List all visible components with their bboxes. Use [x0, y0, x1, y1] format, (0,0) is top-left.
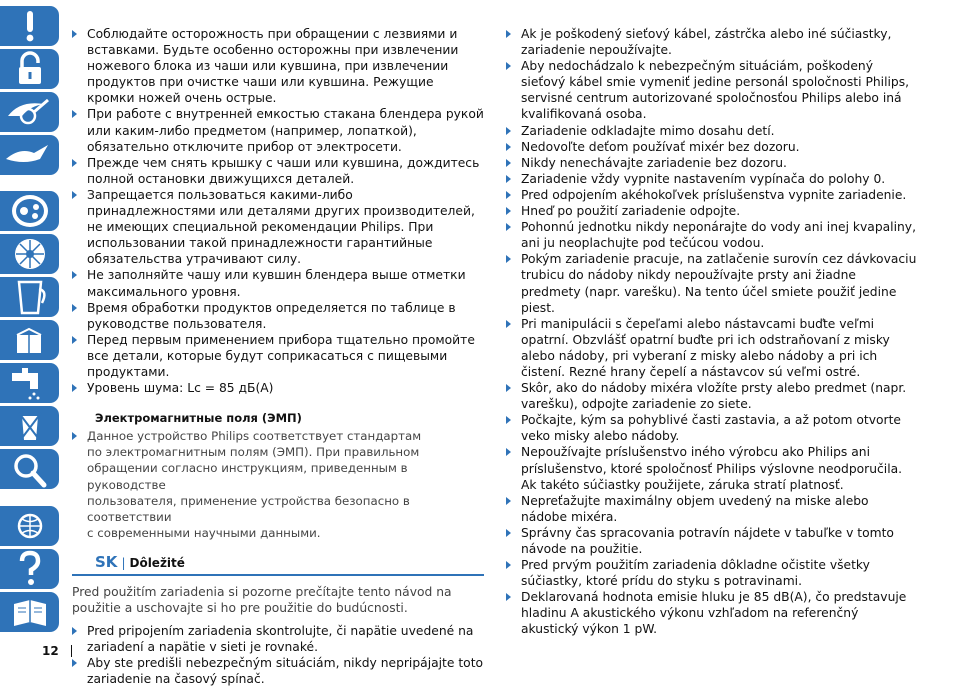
list-item: Pred prvým použitím zariadenia dôkladne očistite všetky súčiastky, ktoré prídu do styku s potravinami.: [506, 557, 918, 589]
list-item: Ak je poškodený sieťový kábel, zástrčka alebo iné súčiastky, zariadenie nepoužívajte.: [506, 26, 918, 58]
list-item: Уровень шума: Lc = 85 дБ(А): [72, 380, 484, 396]
list-item: Не заполняйте чашу или кувшин блендера выше отметки максимального уровня.: [72, 267, 484, 299]
flower-icon: [0, 234, 59, 274]
world-wide-guarantee-icon: [0, 506, 59, 546]
intro-paragraph: Pred použitím zariadenia si pozorne prečítajte tento návod na použitie a uschovajte si ho pre použitie do budúcnosti.: [72, 585, 452, 616]
lock-icon: [0, 49, 59, 89]
list-item: Nikdy nenechávajte zariadenie bez dozoru.: [506, 155, 918, 171]
list-item: Zariadenie vždy vypnite nastavením vypínača do polohy 0.: [506, 171, 918, 187]
emp-heading: Электромагнитные поля (ЭМП): [95, 411, 302, 426]
jug-icon: [0, 277, 59, 317]
list-item: Pri manipulácii s čepeľami alebo nástavcami buďte veľmi opatrní. Obzvlášť opatrní buďte pri ich odstraňovaní z misky alebo nádoby, pri vyberaní z misky alebo nádoby a pri ich čistení. Rezné hrany čepelí a nástavcov sú veľmi ostré.: [506, 316, 918, 380]
right-column: [506, 26, 918, 638]
list-item: Перед первым применением прибора тщательно промойте все детали, которые будут соприкасаться с пищевыми продуктами.: [72, 332, 484, 380]
list-item: Aby ste predišli nebezpečným situáciám, nikdy nepripájajte toto zariadenie na časový spínač.: [72, 655, 484, 687]
section-title: Dôležité: [129, 555, 185, 570]
disposal-icon: [0, 406, 59, 446]
blender-icon: [0, 92, 59, 132]
list-item: Pohonnú jednotku nikdy neponárajte do vody ani inej kvapaliny, ani ju neoplachujte pod tečúcou vodou.: [506, 219, 918, 251]
search-icon: [0, 449, 59, 489]
list-item: Počkajte, kým sa pohyblivé časti zastavia, a až potom otvorte veko misky alebo nádoby.: [506, 412, 918, 444]
list-item: При работе с внутренней емкостью стакана блендера рукой или каким-либо предметом (например, лопаткой), обязательно отключите прибор от электросети.: [72, 106, 484, 154]
language-code: SK: [95, 552, 118, 571]
blade-icon: [0, 135, 59, 175]
book-icon: [0, 592, 59, 632]
list-item: Nepreťažujte maximálny objem uvedený na miske alebo nádobe mixéra.: [506, 493, 918, 525]
question-icon: [0, 549, 59, 589]
feature-icon: [0, 191, 59, 231]
list-item: Запрещается пользоваться какими-либо принадлежностями или деталями других производителей, не имеющих специальной рекомендации Philips. При использовании такой принадлежности гарантийные обязательства утрачивают силу.: [72, 187, 484, 267]
page-number: 12: [42, 644, 59, 658]
list-item: Skôr, ako do nádoby mixéra vložíte prsty alebo predmet (napr. varešku), odpojte zariadenie zo siete.: [506, 380, 918, 412]
left-column: [72, 26, 484, 688]
list-item: Nedovoľte deťom používať mixér bez dozoru.: [506, 139, 918, 155]
list-item: Прежде чем снять крышку с чаши или кувшина, дождитесь полной остановки движущихся деталей.: [72, 155, 484, 187]
list-item: Zariadenie odkladajte mimo dosahu detí.: [506, 123, 918, 139]
list-item: Время обработки продуктов определяется по таблице в руководстве пользователя.: [72, 300, 484, 332]
list-item: Pred odpojením akéhokoľvek príslušenstva vypnite zariadenie.: [506, 187, 918, 203]
list-item: Aby nedochádzalo k nebezpečným situáciám, poškodený sieťový kábel smie vymeniť jedine personál spoločnosti Philips, servisné centrum autorizované spoločnosťou Philips alebo iná kvalifikovaná osoba.: [506, 58, 918, 122]
emp-paragraph: Данное устройство Philips соответствует стандартам по электромагнитным полям (ЭМП). При правильном обращении согласно инструкциям, приведенным в руководстве пользователя, применение устройства безопасно в соответствии с современными научными данными.: [72, 428, 484, 541]
list-item: Správny čas spracovania potravín nájdete v tabuľke v tomto návode na použitie.: [506, 525, 918, 557]
list-item: Nepoužívajte príslušenstvo iného výrobcu ako Philips ani príslušenstvo, ktoré spoločnosť Philips výslovne neodporučila.: [506, 444, 918, 476]
list-item: Соблюдайте осторожность при обращении с лезвиями и вставками. Будьте особенно осторожны при извлечении ножевого блока из чаши или кувшина, при извлечении продуктов при очистке чаши или кувшина. Режущие кромки ножей очень острые.: [72, 26, 484, 106]
storage-icon: [0, 320, 59, 360]
list-item: Pokým zariadenie pracuje, na zatlačenie surovín cez dávkovaciu trubicu do nádoby nikdy nepoužívajte prsty ani žiadne predmety (napr. varešku). Na tento účel smiete použiť jedine piest.: [506, 251, 918, 315]
list-item: Pred pripojením zariadenia skontrolujte, či napätie uvedené na zariadení a napätie v sieti je rovnaké.: [72, 623, 484, 655]
list-item: Deklarovaná hodnota emisie hluku je 85 dB(A), čo predstavuje hladinu A akustického výkonu vzhľadom na referenčný akustický výkon 1 pW.: [506, 589, 918, 637]
warranty-note: Ak takéto súčiastky použijete, záruka stratí platnosť.: [521, 477, 844, 492]
page-number-divider: [71, 645, 72, 657]
list-item: Hneď po použití zariadenie odpojte.: [506, 203, 918, 219]
tap-icon: [0, 363, 59, 403]
sidebar-icon-strip: [0, 0, 61, 673]
section-heading-sk: SK | Dôležité: [72, 552, 484, 576]
warning-icon: [0, 6, 59, 46]
